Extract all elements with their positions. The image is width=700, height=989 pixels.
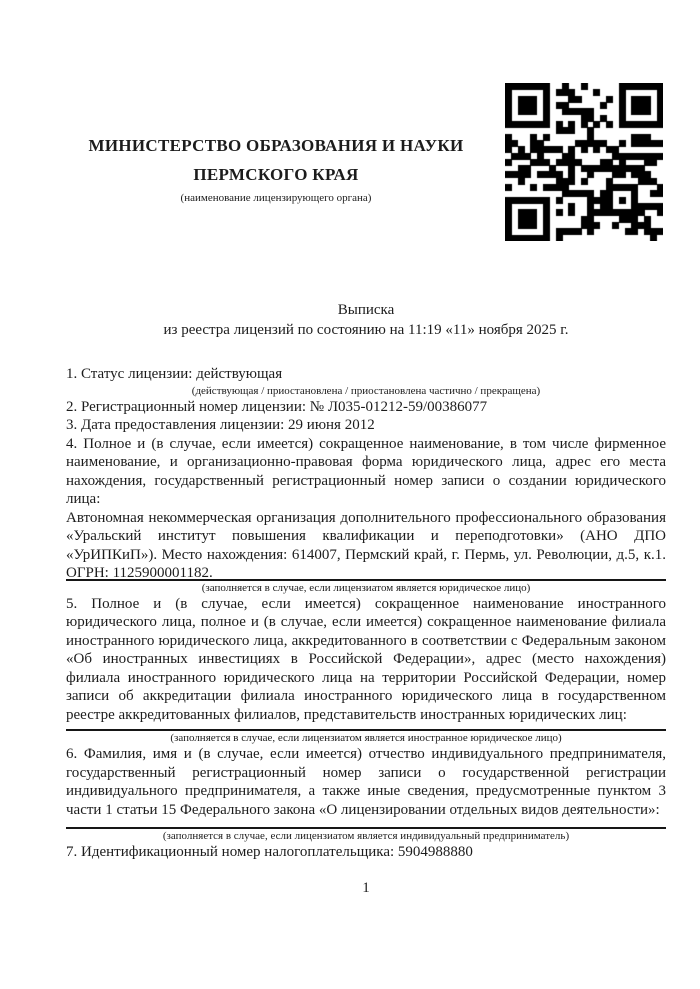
item-5-caption: (заполняется в случае, если лицензиатом является иностранное юридическое лицо) [170,732,562,744]
item-1-license-status: 1. Статус лицензии: действующая [66,366,283,382]
item-4-legal-entity-clause: 4. Полное и (в случае, если имеется) сокращенное наименование, в том числе фирменное наименование, и организационно-правовая форма юридического лица, адрес его места нахождения, государственный регистрационный номер записи о создании юридического лица: [66,435,666,507]
document-body [66,365,666,897]
item-5-foreign-entity-clause: 5. Полное и (в случае, если имеется) сокращенное наименование иностранного юридического лица, полное и (в случае, если имеется) сокращенное наименование филиала иностранного юридического лица, аккредитованного в соответствии с Федеральным законом «Об иностранных инвестициях в Российской Федерации», адрес (место нахождения) филиала иностранного юридического лица на территории Российской Федерации, номер записи об аккредитации филиала иностранного юридического лица в государственном реестре аккредитованных филиалов, представительств иностранных юридических лиц: [66,595,666,723]
item-3-grant-date: 3. Дата предоставления лицензии: 29 июня 2012 [66,417,375,433]
document-title-line2: из реестра лицензий по состоянию на 11:19 «11» ноября 2025 г. [163,322,569,338]
item-2-registration-number: 2. Регистрационный номер лицензии: № Л035-01212-59/00386077 [66,398,488,415]
licensing-authority-header [66,131,486,205]
item-4-legal-entity-value: Автономная некоммерческая организация дополнительного профессионального образования «Уральский институт повышения квалификации и переподготовки» (АНО ДПО «УрИПКиП»). Место нахождения: 614007, Пермский край, г. Пермь, ул. Революции, д.5, к.1. ОГРН: 1125900001182. [66,509,666,581]
item-1-caption: (действующая / приостановлена / приостановлена частично / прекращена) [191,384,541,397]
authority-name-line2: ПЕРМСКОГО КРАЯ [193,165,359,184]
document-title-line1: Выписка [337,302,395,318]
item-6-entrepreneur-clause: 6. Фамилия, имя и (в случае, если имеется) отчество индивидуального предпринимателя, государственный регистрационный номер записи о государственной регистрации индивидуального предпринимателя, а также иные сведения, предусмотренные пунктом 3 части 1 статьи 15 Федерального закона «О лицензировании отдельных видов деятельности»: [66,746,666,818]
authority-name-line1: МИНИСТЕРСТВО ОБРАЗОВАНИЯ И НАУКИ [88,136,464,155]
page-number: 1 [362,879,370,896]
item-7-taxpayer-number: 7. Идентификационный номер налогоплательщика: 5904988880 [66,844,473,860]
item-4-caption: (заполняется в случае, если лицензиатом является юридическое лицо) [201,581,531,594]
document-title [66,300,666,340]
qr-code-icon [505,83,663,241]
item-6-caption: (заполняется в случае, если лицензиатом является индивидуальный предприниматель) [162,830,570,842]
authority-caption: (наименование лицензирующего органа) [180,192,372,204]
